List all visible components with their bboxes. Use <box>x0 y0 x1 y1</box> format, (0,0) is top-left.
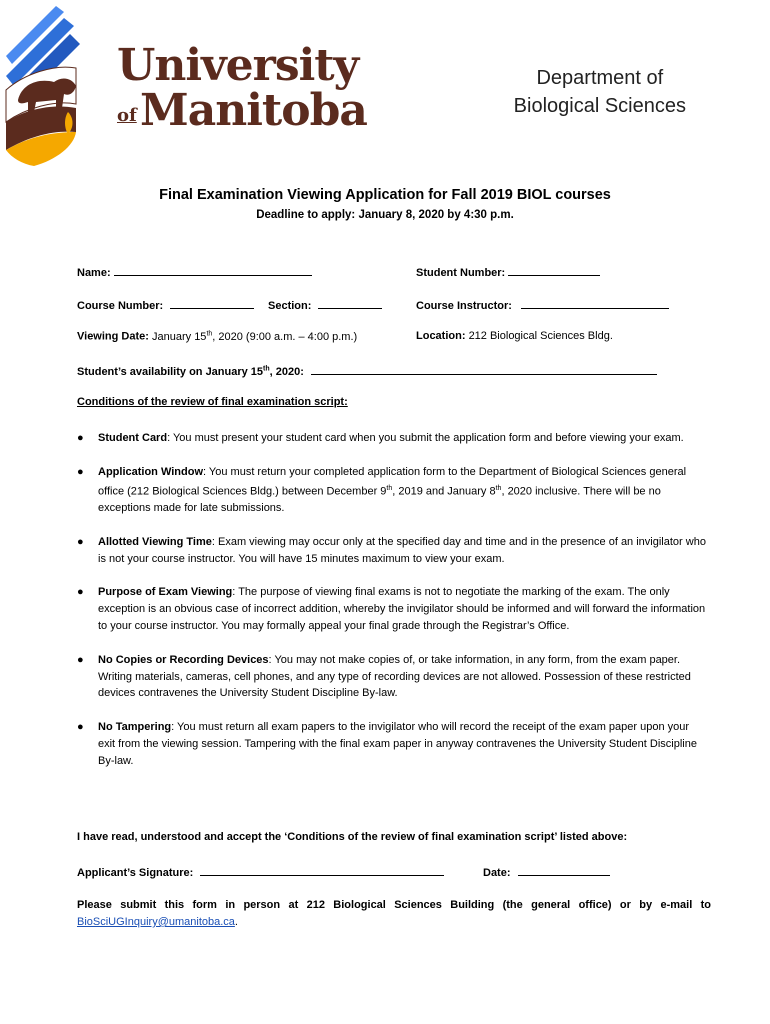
form-title: Final Examination Viewing Application for Fall 2019 BIOL courses <box>159 187 611 203</box>
bullet-icon: ● <box>77 535 84 548</box>
course-instructor-row <box>416 297 669 312</box>
university-logo <box>4 4 367 166</box>
availability-row <box>77 363 657 378</box>
bullet-icon: ● <box>77 653 84 666</box>
student-number-label: Student Number: <box>416 267 506 279</box>
bullet-icon: ● <box>77 586 84 599</box>
condition-item: ● Allotted Viewing Time: Exam viewing may occur only at the specified day and time and in the presence of an invigilator who is not your course instructor. You will have 15 minutes maximum to view your exam. <box>77 535 706 565</box>
signature-field[interactable] <box>200 864 444 876</box>
condition-item: ● Application Window: You must return your completed application form to the Department of Biological Sciences general office (212 Biological Sciences Bldg.) between December 9th, 2019 and January 8th, 2020 inclusive. There will be no exceptions made for late submissions. <box>77 465 687 515</box>
condition-item: ● Student Card: You must present your student card when you submit the application form and before viewing your exam. <box>77 430 707 447</box>
section-row <box>268 297 382 312</box>
department-line-2: Biological Sciences <box>513 95 686 117</box>
department-line-1: Department of <box>536 67 664 89</box>
name-label: Name: <box>77 267 111 279</box>
logo-manitoba-word: Manitoba <box>140 85 367 136</box>
bullet-icon: ● <box>77 432 84 444</box>
bullet-icon: ● <box>77 721 84 734</box>
section-field[interactable] <box>318 297 382 309</box>
condition-item: ● No Tampering: You must return all exam papers to the invigilator who will record the receipt of the exam paper upon your exit from the viewing session. Tampering with the final exam paper in anyway contravenes the University Student Discipline By-law. <box>77 721 697 767</box>
logo-of-word: of <box>117 105 137 126</box>
deadline: Deadline to apply: January 8, 2020 by 4:30 p.m. <box>256 209 514 221</box>
conditions-heading: Conditions of the review of final examination script: <box>77 396 348 408</box>
signature-label: Applicant’s Signature: <box>77 867 194 879</box>
course-instructor-field[interactable] <box>521 297 669 309</box>
date-label: Date: <box>483 867 511 879</box>
availability-label: Student’s availability on January 15th, 2020: <box>77 365 304 378</box>
date-field[interactable] <box>518 864 610 876</box>
condition-item: ● No Copies or Recording Devices: You may not make copies of, or take information, in any form, from the exam paper. Writing materials, cameras, cell phones, and any type of recording devices are not allowed. Possession of these restricted devices contravenes the University Student Discipline By-law. <box>77 653 691 700</box>
name-row <box>77 264 312 279</box>
submit-instructions: Please submit this form in person at 212 Biological Sciences Building (the general office) or by e-mail to BioSciUGInquiry@umanitoba.ca. <box>77 899 711 928</box>
section-label: Section: <box>268 300 312 312</box>
name-field[interactable] <box>114 264 312 276</box>
conditions-list <box>77 430 707 770</box>
location-value: 212 Biological Sciences Bldg. <box>468 330 613 342</box>
viewing-date-value: January 15th, 2020 (9:00 a.m. – 4:00 p.m.) <box>152 330 358 343</box>
location-label: Location: <box>416 330 466 342</box>
bison-crest-icon <box>4 4 114 166</box>
logo-university-word: University <box>117 40 359 91</box>
viewing-date-label: Viewing Date: <box>77 330 149 343</box>
email-link[interactable]: BioSciUGInquiry@umanitoba.ca <box>77 916 235 928</box>
availability-field[interactable] <box>311 363 657 375</box>
course-number-field[interactable] <box>170 297 254 309</box>
acknowledgement: I have read, understood and accept the ‘Conditions of the review of final examination script’ listed above: <box>77 831 628 843</box>
condition-item: ● Purpose of Exam Viewing: The purpose of viewing final exams is not to negotiate the marking of the exam. The only exception is an obvious case of incorrect addition, whereby the invigilator should be informed and will forward the information to your course instructor. You may formally appeal your final grade through the Registrar’s Office. <box>77 586 706 633</box>
student-number-row <box>416 264 600 279</box>
bullet-icon: ● <box>77 465 84 478</box>
course-instructor-label: Course Instructor: <box>416 300 512 312</box>
date-row <box>483 864 610 879</box>
course-number-row <box>77 297 254 312</box>
course-number-label: Course Number: <box>77 300 164 312</box>
department-name <box>514 64 686 120</box>
signature-row <box>77 864 444 879</box>
location-row <box>416 330 613 342</box>
student-number-field[interactable] <box>508 264 600 276</box>
viewing-date-row <box>77 330 357 343</box>
